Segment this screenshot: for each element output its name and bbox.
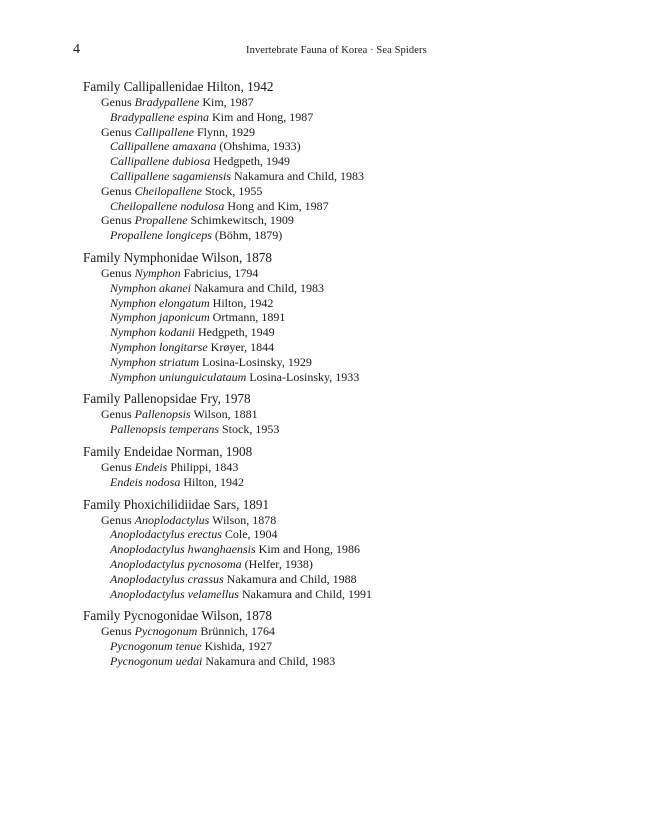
family-heading: Family Nymphonidae Wilson, 1878 (83, 249, 272, 265)
genus-name: Bradypallene (134, 95, 200, 109)
species-name: Anoplodactylus hwanghaensis (110, 542, 256, 557)
species-line (110, 370, 583, 385)
family-heading: Family Pallenopsidae Fry, 1978 (83, 391, 251, 407)
species-authority: Kim and Hong, 1986 (255, 542, 360, 557)
species-line (110, 422, 583, 437)
species-line (110, 340, 583, 355)
species-line (110, 527, 583, 542)
genus-prefix: Genus (101, 95, 135, 109)
species-authority: Hong and Kim, 1987 (224, 198, 329, 213)
species-line (110, 139, 583, 154)
family-heading: Family Callipallenidae Hilton, 1942 (83, 79, 274, 94)
genus-line (101, 266, 583, 281)
species-name: Nymphon elongatum (110, 295, 210, 310)
species-line (110, 557, 583, 572)
species-authority: Hilton, 1942 (180, 474, 245, 489)
family-block (83, 249, 583, 384)
species-name: Callipallene sagamiensis (110, 168, 231, 183)
genus-authority: Brünnich, 1764 (197, 624, 275, 639)
species-authority: Kishida, 1927 (201, 639, 272, 654)
species-name: Bradypallene espina (110, 109, 209, 124)
genus-name: Callipallene (134, 124, 194, 139)
species-name: Nymphon akanei (110, 280, 191, 295)
family-block (83, 443, 583, 490)
species-authority: Hedgpeth, 1949 (210, 154, 290, 169)
species-line (110, 639, 583, 654)
species-name: Pycnogonum uedai (110, 653, 203, 668)
genus-prefix: Genus (101, 265, 135, 280)
species-name: Anoplodactylus velamellus (110, 586, 239, 601)
species-line (110, 572, 583, 587)
genus-name: Nymphon (134, 265, 181, 280)
species-authority: (Helfer, 1938) (241, 556, 313, 571)
species-line (110, 310, 583, 325)
species-checklist (83, 78, 583, 675)
genus-line (101, 184, 583, 199)
species-line (110, 110, 583, 125)
species-name: Nymphon longitarse (110, 339, 208, 354)
species-name: Cheilopallene nodulosa (110, 198, 225, 213)
species-authority: (Ohshima, 1933) (216, 139, 301, 154)
family-block (83, 607, 583, 668)
genus-line (101, 624, 583, 639)
species-authority: Losina-Losinsky, 1929 (199, 354, 312, 369)
species-line (110, 199, 583, 214)
species-authority: Nakamura and Child, 1988 (223, 571, 357, 586)
genus-prefix: Genus (101, 512, 135, 527)
species-line (110, 281, 583, 296)
species-authority: Losina-Losinsky, 1933 (246, 369, 360, 384)
species-name: Nymphon japonicum (110, 310, 210, 325)
genus-name: Cheilopallene (134, 183, 202, 198)
species-authority: (Böhm, 1879) (211, 228, 283, 243)
genus-authority: Wilson, 1881 (190, 407, 258, 422)
page-number: 4 (73, 42, 80, 57)
genus-name: Endeis (134, 459, 168, 474)
genus-authority: Fabricius, 1794 (180, 265, 259, 280)
genus-authority: Kim, 1987 (199, 95, 254, 109)
genus-line (101, 513, 583, 528)
species-name: Nymphon kodanii (110, 325, 195, 340)
species-line (110, 169, 583, 184)
species-line (110, 475, 583, 490)
species-line (110, 542, 583, 557)
species-authority: Kim and Hong, 1987 (208, 109, 314, 124)
species-name: Nymphon uniunguiculataum (110, 369, 247, 384)
species-name: Pycnogonum tenue (110, 639, 202, 654)
genus-name: Pallenopsis (134, 407, 191, 422)
species-authority: Nakamura and Child, 1991 (238, 586, 372, 601)
genus-authority: Philippi, 1843 (167, 459, 239, 474)
species-line (110, 154, 583, 169)
genus-prefix: Genus (101, 183, 135, 198)
species-line (110, 325, 583, 340)
species-name: Nymphon striatum (110, 354, 200, 369)
species-line (110, 296, 583, 311)
species-name: Endeis nodosa (110, 474, 181, 489)
genus-prefix: Genus (101, 124, 135, 139)
genus-authority: Stock, 1955 (202, 183, 263, 198)
species-authority: Hedgpeth, 1949 (195, 325, 275, 340)
genus-line (101, 95, 583, 110)
family-heading: Family Phoxichilidiidae Sars, 1891 (83, 496, 270, 512)
genus-line (101, 460, 583, 475)
genus-line (101, 407, 583, 422)
genus-authority: Schimkewitsch, 1909 (187, 213, 294, 228)
family-heading: Family Pycnogonidae Wilson, 1878 (83, 608, 272, 624)
species-authority: Nakamura and Child, 1983 (202, 653, 336, 668)
species-authority: Krøyer, 1844 (207, 339, 275, 354)
species-name: Callipallene amaxana (110, 139, 217, 154)
genus-line (101, 125, 583, 140)
species-name: Anoplodactylus crassus (110, 571, 224, 586)
species-authority: Hilton, 1942 (209, 295, 274, 310)
species-line (110, 654, 583, 669)
species-authority: Nakamura and Child, 1983 (190, 280, 324, 295)
species-name: Propallene longiceps (110, 228, 212, 243)
genus-authority: Flynn, 1929 (194, 124, 256, 139)
genus-name: Anoplodactylus (134, 512, 210, 527)
genus-line (101, 213, 583, 228)
species-line (110, 587, 583, 602)
genus-name: Propallene (134, 213, 188, 228)
species-name: Anoplodactylus erectus (110, 527, 222, 542)
species-name: Anoplodactylus pycnosoma (110, 556, 242, 571)
species-line (110, 228, 583, 243)
family-block (83, 78, 583, 243)
species-authority: Cole, 1904 (221, 527, 278, 542)
genus-prefix: Genus (101, 213, 135, 228)
species-authority: Ortmann, 1891 (209, 310, 286, 325)
species-name: Pallenopsis temperans (110, 422, 219, 437)
running-head: Invertebrate Fauna of Korea · Sea Spiders (246, 45, 427, 56)
species-name: Callipallene dubiosa (110, 154, 211, 169)
genus-prefix: Genus (101, 407, 135, 422)
family-heading: Family Endeidae Norman, 1908 (83, 443, 253, 459)
genus-name: Pycnogonum (134, 624, 198, 639)
species-authority: Nakamura and Child, 1983 (231, 168, 364, 183)
genus-prefix: Genus (101, 459, 135, 474)
family-block (83, 390, 583, 437)
genus-prefix: Genus (101, 624, 135, 639)
genus-authority: Wilson, 1878 (209, 512, 277, 527)
species-line (110, 355, 583, 370)
family-block (83, 496, 583, 602)
species-authority: Stock, 1953 (219, 422, 280, 437)
